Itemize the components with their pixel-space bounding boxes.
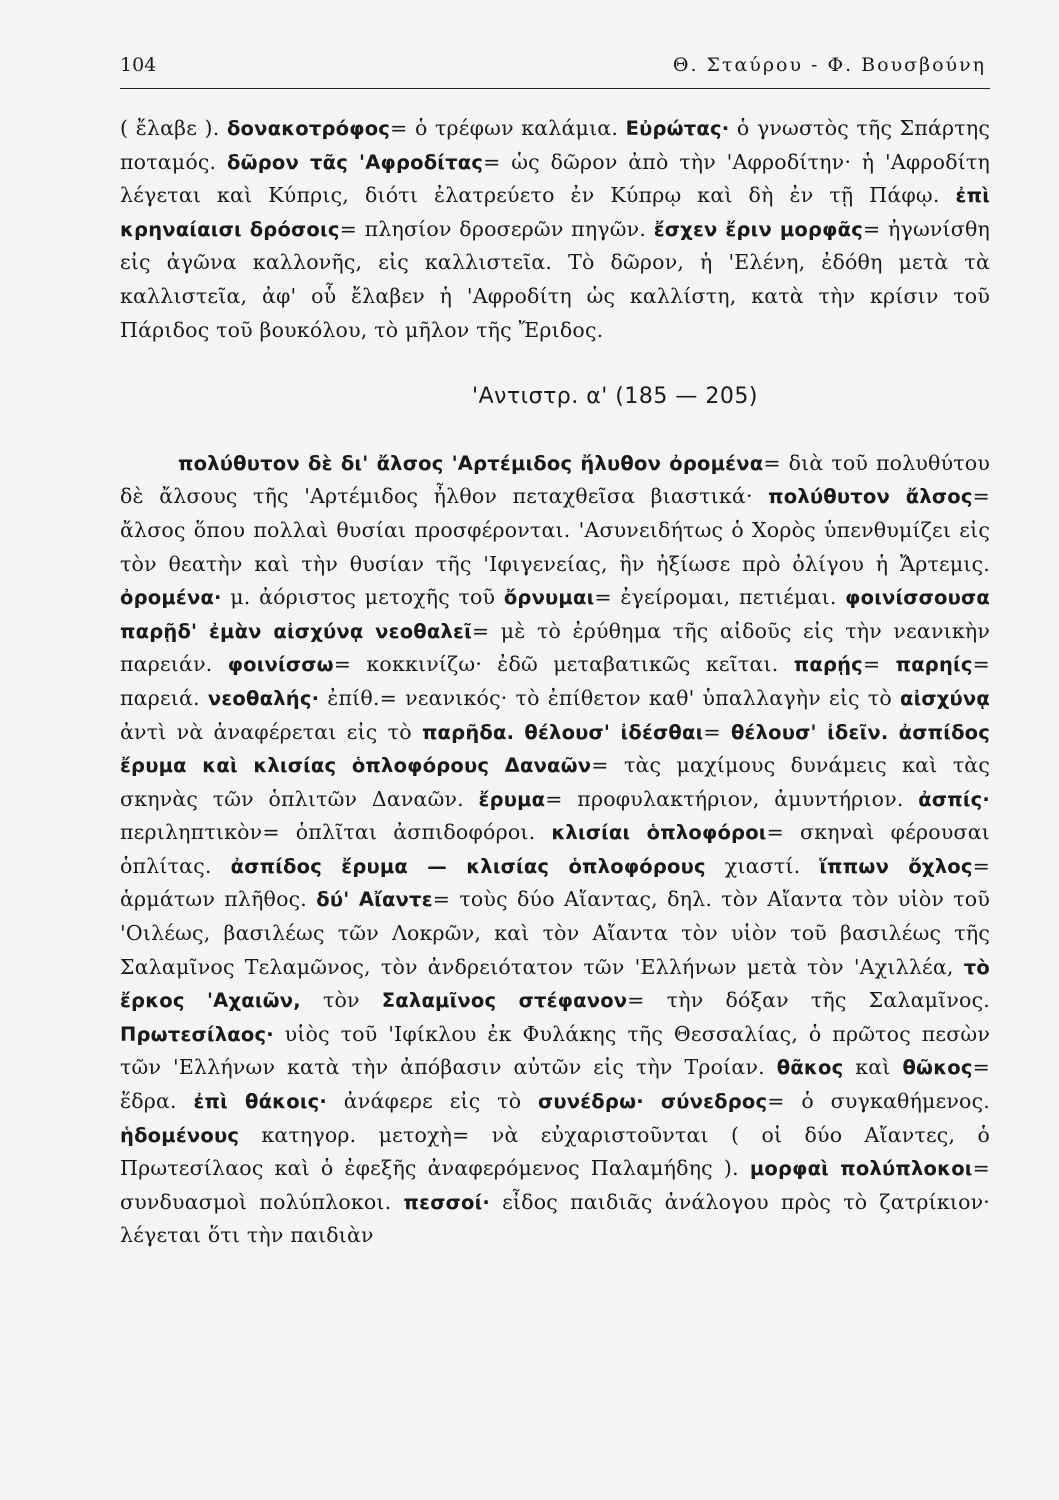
text-run: μ. ἀόριστος μετοχῆς τοῦ bbox=[221, 585, 504, 610]
text-run: = ἁρμάτων πλῆθος. bbox=[120, 853, 990, 912]
text-run: = ἠγωνίσθη εἰς ἀγῶνα καλλονῆς, εἰς καλλιστεῖα. Τὸ δῶρον, ἡ 'Ελένη, ἐδόθη μετὰ τὰ καλλιστεῖα, ἀφ' οὗ ἔλαβεν ἡ 'Αφροδίτη ὡς καλλίστη, κατὰ τὴν κρίσιν τοῦ Πάριδος τοῦ βουκόλου, τὸ μῆλον τῆς Ἔριδος. bbox=[120, 216, 991, 342]
lemma: Εὐρώτας· bbox=[625, 117, 730, 140]
page-number: 104 bbox=[120, 54, 157, 76]
lemma: ἔσχεν ἔριν μορφᾶς bbox=[653, 217, 863, 241]
text-run: = τοὺς δύο Αἴαντας, δηλ. τὸν Αἴαντα τὸν υἱὸν τοῦ 'Οιλέως, βασιλέως τῶν Λοκρῶν, καὶ τὸν Αἴαντα τὸν υἱὸν τοῦ βασιλέως τῆς Σαλαμῖνος Τελαμῶνος, τὸν ἀνδρειότατον τῶν 'Ελλήνων μετὰ τὸν 'Αχιλλέα, bbox=[120, 887, 990, 979]
text-run: υἱὸς τοῦ 'Ιφίκλου ἐκ Φυλάκης τῆς Θεσσαλίας, ὁ πρῶτος πεσὼν τῶν 'Ελλήνων κατὰ τὴν ἀπόβασιν αὐτῶν εἰς τὴν Τροίαν. bbox=[120, 1021, 990, 1080]
lemma: νεοθαλής· bbox=[207, 686, 320, 710]
lemma: ἀσπίδος ἔρυμα καὶ κλισίας ὁπλοφόρους Δαναῶν bbox=[120, 720, 991, 778]
text-run: = bbox=[862, 652, 896, 677]
text-run: = προφυλακτήριον, ἀμυντήριον. bbox=[545, 786, 919, 811]
lemma: φοινίσσω bbox=[227, 653, 334, 677]
text-run: ὁ γνωστὸς τῆς Σπάρτης ποταμός. bbox=[120, 116, 991, 174]
text-run: τὸν bbox=[300, 988, 382, 1013]
lemma: ἀσπίς· bbox=[918, 787, 991, 811]
lemma: θῶκος bbox=[902, 1056, 973, 1080]
text-run: = τὰς μαχίμους δυνάμεις καὶ τὰς σκηνὰς τῶν ὁπλιτῶν Δαναῶν. bbox=[120, 753, 991, 811]
lemma: δῶρον τᾶς 'Αφροδίτας bbox=[227, 150, 484, 174]
lemma: ἡδομένους bbox=[120, 1123, 240, 1147]
text-run: εἶδος παιδιᾶς ἀνάλογου πρὸς τὸ ζατρίκιον· λέγεται ὅτι τὴν παιδιὰν bbox=[120, 1189, 990, 1248]
text-run: = πλησίον δροσερῶν πηγῶν. bbox=[339, 216, 654, 241]
lemma: ἐπὶ θάκοις· bbox=[193, 1090, 328, 1114]
lemma: θέλουσ' ἰδέσθαι bbox=[524, 720, 704, 744]
lemma: αἰσχύνᾳ bbox=[899, 686, 990, 710]
lemma: τὸ ἔρκος 'Αχαιῶν, bbox=[120, 955, 990, 1013]
commentary-body bbox=[120, 112, 990, 1253]
text-run: χιαστί. bbox=[705, 853, 820, 878]
text-run: = διὰ τοῦ πολυθύτου δὲ ἄλσους τῆς 'Αρτέμιδος ἦλθον πεταχθεῖσα βιαστικά· bbox=[120, 450, 990, 509]
lemma: μορφαὶ πολύπλοκοι bbox=[749, 1157, 973, 1181]
lemma: θᾶκος bbox=[776, 1056, 844, 1080]
paragraph-2 bbox=[120, 447, 990, 1253]
text-run: = ὁ συγκαθήμενος. bbox=[767, 1089, 990, 1114]
text-run: = συνδυασμοὶ πολύπλοκοι. bbox=[120, 1156, 990, 1214]
lemma: ἀσπίδος ἔρυμα — κλισίας ὁπλοφόρους bbox=[230, 854, 706, 878]
lemma: θέλουσ' ἰδεῖν. bbox=[730, 720, 889, 744]
lemma: πεσσοί· bbox=[403, 1190, 490, 1214]
text-run: ( ἔλαβε ). bbox=[120, 116, 227, 140]
lemma: παρηίς bbox=[895, 653, 973, 677]
lemma: πολύθυτον δὲ δι' ἄλσος 'Αρτέμιδος ἤλυθον ὀρομένα bbox=[178, 451, 764, 475]
lemma: δονακοτρόφος bbox=[226, 117, 391, 140]
lemma: παρῆδα. bbox=[421, 720, 515, 744]
lemma: ἔρυμα bbox=[478, 787, 546, 811]
text-run: = μὲ τὸ ἐρύθημα τῆς αἰδοῦς εἰς τὴν νεανικὴν παρειάν. bbox=[120, 618, 990, 677]
text-run: ἀντὶ νὰ ἀναφέρεται εἰς τὸ bbox=[120, 719, 422, 744]
text-run: = ὡς δῶρον ἀπὸ τὴν 'Αφροδίτην· ἡ 'Αφροδίτη λέγεται καὶ Κύπρις, διότι ἐλατρεύετο ἐν Κύπρῳ καὶ δὴ ἐν τῇ Πάφῳ. bbox=[120, 149, 990, 208]
lemma: πολύθυτον ἄλσος bbox=[768, 485, 973, 509]
text-run: = ἄλσος ὅπου πολλαὶ θυσίαι προσφέρονται. 'Ασυνειδήτως ὁ Χορὸς ὑπενθυμίζει εἰς τὸν θεατὴν καὶ τὴν θυσίαν τῆς 'Ιφιγενείας, ἣν ἠξίωσε πρὸ ὀλίγου ἡ Ἄρτεμις. bbox=[120, 484, 990, 576]
lemma: ἵππων ὄχλος bbox=[819, 854, 973, 878]
section-heading: 'Αντιστρ. α' (185 — 205) bbox=[472, 384, 758, 410]
text-run: = ὁ τρέφων καλάμια. bbox=[390, 116, 626, 140]
lemma: παρῄς bbox=[793, 653, 863, 677]
text-run: ἐπίθ.= νεανικός· τὸ ἐπίθετον καθ' ὑπαλλαγὴν εἰς τὸ bbox=[319, 685, 900, 710]
text-run: περιληπτικὸν= ὁπλῖται ἀσπιδοφόροι. bbox=[120, 820, 552, 845]
running-title: Θ. Σταύρου - Φ. Βουσβούνη bbox=[672, 54, 986, 76]
text-run bbox=[888, 720, 898, 744]
lemma: κλισίαι ὁπλοφόροι bbox=[551, 821, 767, 845]
text-run: ἀνάφερε εἰς τὸ bbox=[327, 1089, 539, 1114]
text-run: καὶ bbox=[843, 1055, 903, 1080]
text-run: = κοκκινίζω· ἐδῶ μεταβατικῶς κεῖται. bbox=[333, 652, 794, 677]
lemma: ὀρομένα· bbox=[120, 586, 222, 610]
page-header bbox=[120, 48, 990, 89]
lemma: Σαλαμῖνος στέφανον bbox=[381, 989, 628, 1013]
text-run: = σκηναὶ φέρουσαι ὁπλίτας. bbox=[120, 820, 990, 878]
text-run: κατηγορ. μετοχὴ= νὰ εὐχαριστοῦνται ( οἱ δύο Αἴαντες, ὁ Πρωτεσίλαος καὶ ὁ ἐφεξῆς ἀναφερόμενος Παλαμήδης ). bbox=[120, 1122, 990, 1181]
lemma: ἐπὶ κρηναίαισι δρόσοις bbox=[120, 184, 990, 241]
lemma: φοινίσσουσα παρῇδ' ἐμὰν αἰσχύνᾳ νεοθαλεῖ bbox=[120, 586, 991, 643]
paragraph-1 bbox=[120, 112, 990, 347]
lemma: ὄρνυμαι bbox=[503, 586, 595, 610]
text-run: = παρειά. bbox=[120, 652, 990, 710]
lemma: δύ' Αἴαντε bbox=[316, 888, 433, 912]
text-run: = bbox=[703, 719, 731, 744]
text-run: = ἕδρα. bbox=[120, 1055, 990, 1114]
lemma: συνέδρω· σύνεδρος bbox=[538, 1090, 768, 1114]
text-run: = τὴν δόξαν τῆς Σαλαμῖνος. bbox=[627, 988, 990, 1013]
text-run bbox=[514, 720, 524, 744]
lemma: Πρωτεσίλαος· bbox=[120, 1022, 274, 1046]
text-run: = ἐγείρομαι, πετιέμαι. bbox=[594, 585, 846, 610]
